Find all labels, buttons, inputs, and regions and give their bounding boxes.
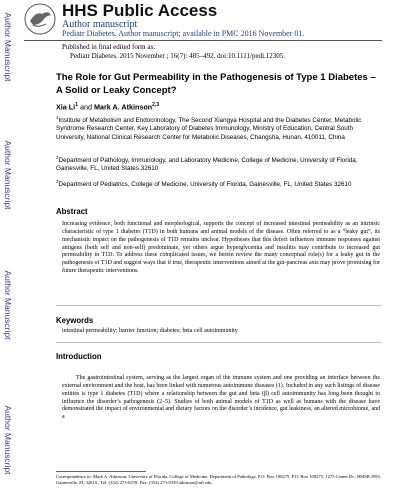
affiliation-number: 1 bbox=[56, 115, 59, 120]
author-affiliation-mark: 2,3 bbox=[152, 102, 160, 108]
repository-title: HHS Public Access bbox=[62, 1, 218, 20]
affiliation-number: 3 bbox=[56, 179, 59, 184]
affiliation bbox=[56, 178, 382, 189]
article-title: The Role for Gut Permeability in the Pathogenesis of Type 1 Diabetes – A Solid or Leaky Concept? bbox=[56, 72, 376, 96]
keywords-text: intestinal permeability; barrier function; diabetes; beta cell autoimmunity bbox=[62, 328, 238, 334]
keywords-heading: Keywords bbox=[56, 316, 94, 325]
affiliation-number: 2 bbox=[56, 155, 59, 160]
sidebar-label: Author Manuscript bbox=[3, 270, 13, 340]
introduction-heading: Introduction bbox=[56, 352, 102, 361]
abstract-text: Increasing evidence, both functional and morphological, supports the concept of increased intestinal permeability as an intrinsic characteristic of type 1 diabetes (T1D) in both humans and animal models of the disease. Often referred to as a “leaky gut”, its mechanistic impact on the pathogenesis of T1D remains unclear. Hypotheses that this defect influences immune responses against antigens (both self and non-self) predominate, yet others argue hyperglycemia and insulitis may contribute to increased gut permeability in T1D. To address these complicated issues, we herein review the many conceptual role(s) for a leaky gut in the pathogenesis of T1D and suggest ways that if true, therapeutic interventions aimed at the gut-pancreas axis may prove promising for future therapeutic interventions. bbox=[62, 221, 380, 275]
introduction-text: The gastrointestinal system, serving as the largest organ of the immune system and one providing an interface between the external environment and the host, has been linked with numerous autoimmune diseases (1). Included in any such listings of disease entities is type 1 diabetes (T1D) where a relationship between the gut and beta (β) cell autoimmunity has long been thought to influence the disorder’s pathogenesis (2–5). Studies of both animal models of T1D as well as humans with the disease have demonstrated the impact of environmental and dietary factors on the disorder’s incidence, gut leakiness, an altered microbiome, and a bbox=[62, 375, 380, 421]
section-divider bbox=[56, 342, 382, 343]
availability-line: Pediatr Diabetes. Author manuscript; available in PMC 2016 November 01. bbox=[62, 29, 305, 38]
header-divider bbox=[24, 40, 382, 41]
affiliation bbox=[56, 154, 382, 174]
correspondence-footnote: Correspondence to: Mark A. Atkinson, University of Florida, College of Medicine, Department of Pathology, P.O. Box 100275, P.O. Box 100275, 1275 Center Dr., BMSB J593, Gainesville, FL 32610., Tel: (352) 273-8278, Fax: (352) 273-9339 atkinson@ufl.edu. bbox=[56, 474, 381, 485]
author-list bbox=[56, 102, 159, 111]
sidebar-label: Author Manuscript bbox=[3, 405, 13, 475]
published-info bbox=[62, 43, 285, 61]
author-conjunction: and bbox=[79, 102, 92, 112]
footnote-divider bbox=[56, 471, 146, 472]
sidebar-watermark bbox=[0, 0, 16, 500]
author-affiliation-mark: 1 bbox=[75, 102, 78, 108]
affiliation-text: Institute of Metabolism and Endocrinology, The Second Xiangya Hospital and the Diabetes Center, Metabolic Syndrome Research Center, Key Laboratory of Diabetes Immunology, Ministry of Education, Central South University, National Clinical Research Center for Metabolic Diseases, Changsha, Hunan, 410011, China bbox=[56, 117, 362, 141]
affiliation-text: Department of Pediatrics, College of Medicine, University of Florida, Gainesville, FL, United States 32610 bbox=[58, 181, 352, 189]
abstract-heading: Abstract bbox=[56, 207, 88, 216]
sidebar-label: Author Manuscript bbox=[3, 12, 13, 82]
section-divider bbox=[56, 305, 382, 306]
sidebar-label: Author Manuscript bbox=[3, 140, 13, 210]
citation-line: Pediatr Diabetes. 2015 November ; 16(7): 485–492. doi:10.1111/pedi.12305. bbox=[70, 52, 286, 60]
author-name: Xia Li bbox=[56, 102, 76, 112]
manuscript-label: Author manuscript bbox=[62, 19, 138, 30]
published-line: Published in final edited form as: bbox=[62, 43, 156, 51]
hhs-eagle-logo-icon bbox=[24, 3, 56, 35]
author-name: Mark A. Atkinson bbox=[93, 102, 153, 112]
affiliation bbox=[56, 114, 382, 142]
affiliation-text: Department of Pathology, Immunology, and Laboratory Medicine, College of Medicine, University of Florida, Gainesville, FL, United States 32610 bbox=[56, 157, 358, 173]
